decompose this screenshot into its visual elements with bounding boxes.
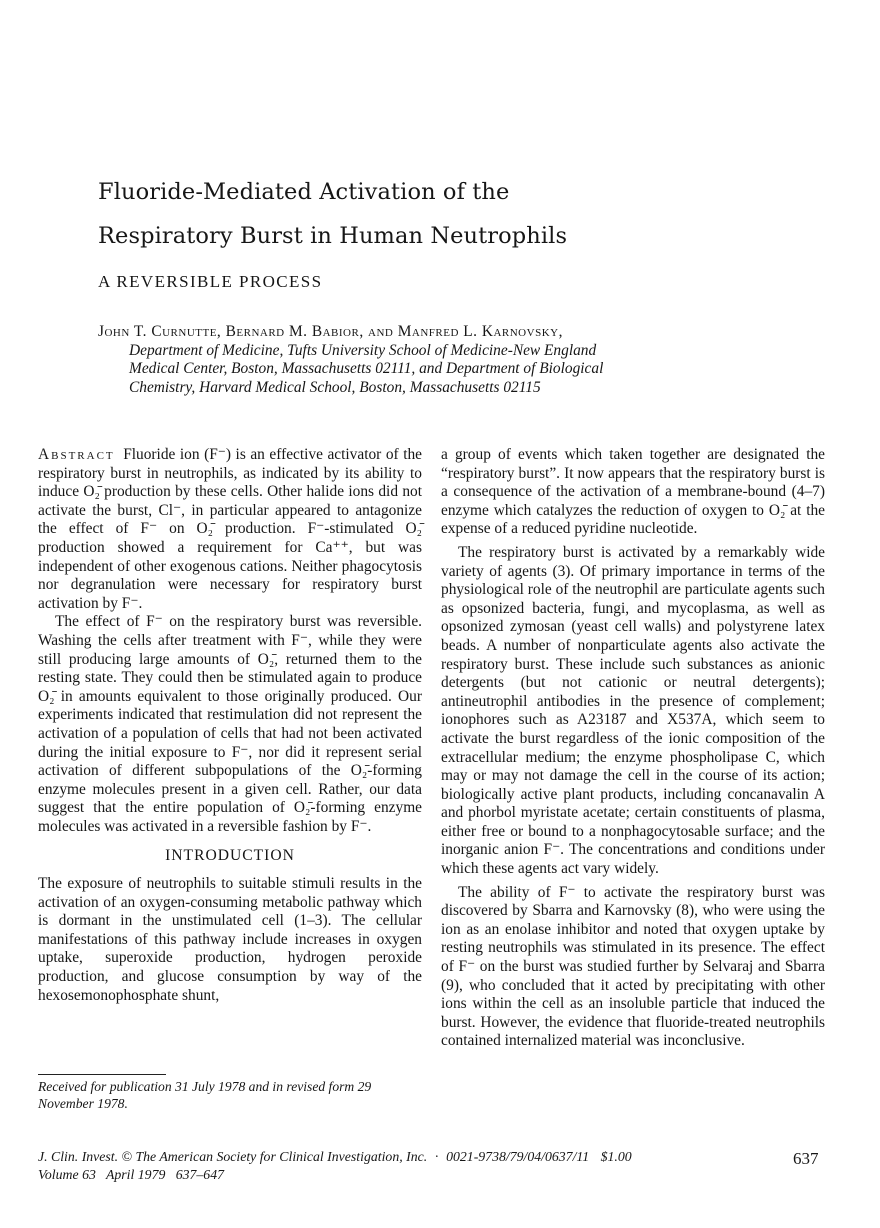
right-paragraph-3: The ability of F⁻ to activate the respiratory burst was discovered by Sbarra and Karnovsky (8), who were using the ion as an enolase inhibitor and noted that oxygen uptake by resting neutrophils was stimulated in its presence. The effect of F⁻ on the burst was studied further by Selvaraj and Sbarra (9), who concluded that it acted by precipitating with other ions within the cell as an insoluble particle that induced the burst. However, the evidence that fluoride-treated neutrophils contained internalized material was inconclusive. — [441, 883, 825, 1050]
journal-citation: J. Clin. Invest. © The American Society for Clinical Investigation, Inc. — [38, 1149, 428, 1164]
right-column — [441, 446, 825, 1051]
introduction-paragraph-1: The exposure of neutrophils to suitable stimuli results in the activation of an oxygen-consuming metabolic pathway which is dormant in the unstimulated cell (1–3). The cellular manifestations of this pathway include increases in oxygen uptake, superoxide production, hydrogen peroxide production, and glucose consumption by way of the hexosemonophosphate shunt, — [38, 875, 422, 1004]
affiliation-line-1: Department of Medicine, Tufts University School of Medicine-New England — [129, 341, 597, 359]
article-price: $1.00 — [600, 1149, 632, 1164]
article-code: 0021-9738/79/04/0637/11 — [446, 1149, 590, 1164]
abstract-text-1: Fluoride ion (F⁻) is an effective activator of the respiratory burst in neutrophils, as indicated by its ability to induce O₂̄ production by these cells. Other halide ions did not activate the burst, Cl⁻, in particular appeared to antagonize the effect of F⁻ on O₂̄ production. F⁻-stimulated O₂̄ production showed a requirement for Ca⁺⁺, but was independent of other exogenous cations. Neither phagocytosis nor degranulation were necessary for respiratory burst activation by F⁻. — [38, 446, 422, 612]
title-line-2: Respiratory Burst in Human Neutrophils — [98, 223, 568, 249]
footnote-divider — [38, 1074, 166, 1075]
right-paragraph-2: The respiratory burst is activated by a remarkably wide variety of agents (3). Of primary importance in terms of the physiological role of the neutrophil are particulate agents such as opsonized bacteria, fungi, and mycoplasma, as well as opsonized zymosan (yeast cell walls) and polystyrene latex beads. A number of nonparticulate agents also activate the respiratory burst. These include such substances as anionic detergents (but not cationic or neutral detergents); antineutrophil antibodies in the presence of complement; ionophores such as A23187 and X537A, which seem to activate the burst regardless of the ionic composition of the extracellular medium; the enzyme phospholipase C, which may or may not damage the cell in the course of its action; biologically active plant products, including concanavalin A and phorbol myristate acetate; certain constituents of plasma, either free or bound to a nonphagocytosable surface; and the inorganic anion F⁻. The concentrations and conditions under which these agents act vary widely. — [441, 543, 825, 878]
abstract-paragraph-1 — [38, 446, 422, 613]
affiliation-line-2: Medical Center, Boston, Massachusetts 02111, and Department of Biological — [129, 360, 604, 378]
article-subtitle: A REVERSIBLE PROCESS — [98, 272, 323, 291]
received-footnote: Received for publication 31 July 1978 and in revised form 29 November 1978. — [38, 1079, 372, 1111]
right-paragraph-1: a group of events which taken together are designated the “respiratory burst”. It now appears that the respiratory burst is a consequence of the activation of a membrane-bound (4–7) enzyme which catalyzes the reduction of oxygen to O₂̄ at the expense of a reduced pyridine nucleotide. — [441, 446, 825, 538]
introduction-heading: INTRODUCTION — [165, 847, 295, 865]
author-block — [98, 323, 858, 397]
footer-separator: · — [434, 1149, 439, 1164]
left-column — [38, 446, 422, 1005]
affiliation-line-3: Chemistry, Harvard Medical School, Boston, Massachusetts 02115 — [129, 378, 541, 396]
abstract-paragraph-2: The effect of F⁻ on the respiratory burst was reversible. Washing the cells after treatment with F⁻, while they were still producing large amounts of O₂̄, returned them to the resting state. They could then be stimulated again to produce O₂̄ in amounts equivalent to those originally produced. Our experiments indicated that restimulation did not represent the activation of a population of cells that had not been activated during the initial exposure to F⁻, nor did it represent serial activation of different subpopulations of the O₂̄-forming enzyme molecules present in a given cell. Rather, our data suggest that the entire population of O₂̄-forming enzyme molecules was activated in a reversible fashion by F⁻. — [38, 613, 422, 835]
title-line-1: Fluoride-Mediated Activation of the — [98, 179, 510, 205]
volume-line: Volume 63 April 1979 637–647 — [38, 1167, 225, 1182]
article-title — [98, 170, 798, 258]
abstract-label: Abstract — [38, 446, 115, 463]
footer-line-1 — [38, 1148, 828, 1166]
page-number: 637 — [793, 1149, 819, 1168]
author-names: John T. Curnutte, Bernard M. Babior, and Manfred L. Karnovsky, — [98, 323, 563, 340]
page-footer — [38, 1148, 828, 1184]
